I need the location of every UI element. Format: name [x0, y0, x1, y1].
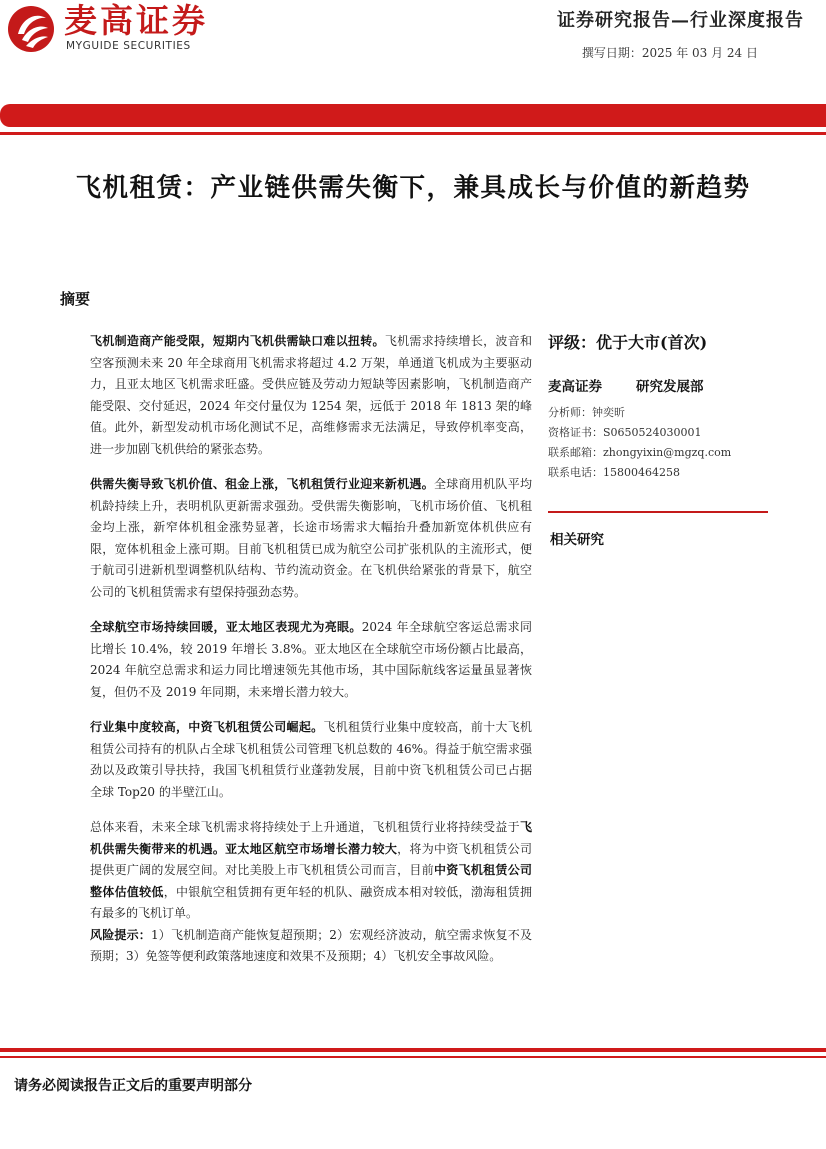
paragraph-lead: 全球航空市场持续回暖，亚太地区表现尤为亮眼。	[90, 620, 362, 634]
abstract-body	[90, 331, 532, 982]
header-red-band	[0, 104, 826, 127]
paragraph-lead: 行业集中度较高，中资飞机租赁公司崛起。	[90, 720, 324, 734]
risk-paragraph	[90, 925, 532, 968]
sidebar	[548, 330, 768, 483]
summary-text: ，中银航空租赁拥有更年轻的机队、融资成本相对较低，渤海租赁拥有最多的飞机订单。	[90, 884, 532, 920]
summary-text: 总体来看，未来全球飞机需求将持续处于上升通道，飞机租赁行业将持续受益于	[90, 820, 520, 834]
institution-line	[548, 375, 768, 395]
report-type: 证券研究报告—行业深度报告	[557, 10, 804, 31]
risk-text: 1）飞机制造商产能恢复超预期；2）宏观经济波动，航空需求恢复不及预期；3）免签等便利政策落地速度和效果不及预期；4）飞机安全事故风险。	[90, 927, 532, 963]
summary-text: ，将为中资飞机租赁公司提供更广阔的发展空间。对比美股上市飞机租赁公司而言，目前	[90, 841, 532, 877]
summary-paragraph	[90, 817, 532, 925]
paragraph-lead: 飞机制造商产能受限，短期内飞机供需缺口难以扭转。	[90, 334, 385, 348]
brand-name-en: MYGUIDE SECURITIES	[66, 40, 191, 52]
contact-email: 联系邮箱：zhongyixin@mgzq.com	[548, 446, 732, 459]
paragraph	[90, 474, 532, 603]
brand-name-cn: 麦高证券	[64, 1, 208, 40]
brand-logo-icon	[6, 4, 56, 54]
disclaimer-note: 请务必阅读报告正文后的重要声明部分	[14, 1078, 252, 1094]
paragraph-text: 全球商用机队平均机龄持续上升，表明机队更新需求强劲。受供需失衡影响，飞机市场价值、飞机租金均上涨，新窄体机租金涨势显著，长途市场需求大幅抬升叠加新宽体机供应有限，宽体机租金上涨可期。目前飞机租赁已成为航空公司扩张机队的主流形式，便于航司引进新机型调整机队结构、节约流动资金。在飞机供给紧张的背景下，航空公司的飞机租赁需求有望保持强劲态势。	[90, 477, 532, 599]
summary-highlight: 中资飞机租赁公司整体估值较低	[90, 863, 532, 899]
rating: 评级：优于大市(首次)	[548, 333, 708, 352]
related-research-heading: 相关研究	[550, 532, 604, 548]
summary-highlight: 飞机供需失衡带来的机遇。亚太地区航空市场增长潜力较大	[90, 820, 532, 856]
certificate: 资格证书：S0650524030001	[548, 426, 702, 439]
paragraph	[90, 717, 532, 803]
contact-phone: 联系电话：15800464258	[548, 466, 680, 479]
report-date: 撰写日期：2025 年 03 月 24 日	[581, 46, 758, 60]
footer-red-rule-thin	[0, 1056, 826, 1058]
risk-label: 风险提示：	[90, 927, 151, 942]
analyst: 分析师：钟奕昕	[548, 406, 625, 419]
report-title: 飞机租赁：产业链供需失衡下，兼具成长与价值的新趋势	[75, 173, 751, 203]
paragraph	[90, 331, 532, 460]
abstract-heading: 摘要	[60, 290, 91, 308]
footer-red-rule	[0, 1048, 826, 1052]
paragraph	[90, 617, 532, 703]
department-name: 研究发展部	[636, 379, 704, 395]
paragraph-text: 飞机租赁行业集中度较高，前十大飞机租赁公司持有的机队占全球飞机租赁公司管理飞机总数的 46%。得益于航空需求强劲以及政策引导扶持，我国飞机租赁行业蓬勃发展，目前中资飞机租赁公司已占据全球 Top20 的半壁江山。	[90, 720, 532, 799]
paragraph-text: 飞机需求持续增长，波音和空客预测未来 20 年全球商用飞机需求将超过 4.2 万架，单通道飞机成为主要驱动力，且亚太地区飞机需求旺盛。受供应链及劳动力短缺等因素影响，飞机制造商产能受限、交付延迟，2024 年交付量仅为 1254 架，远低于 2018 年 1813 架的峰值。此外，新型发动机市场化测试不足，高维修需求无法满足，导致停机率变高，进一步加剧飞机供给的紧张态势。	[90, 334, 532, 456]
paragraph-text: 2024 年全球航空客运总需求同比增长 10.4%，较 2019 年增长 3.8%。亚太地区在全球航空市场份额占比最高，2024 年航空总需求和运力同比增速领先其他市场，其中国际航线客运量虽显著恢复，但仍不及 2019 年同期，未来增长潜力较大。	[90, 620, 532, 699]
sidebar-rule	[548, 511, 768, 513]
institution-name: 麦高证券	[548, 379, 602, 395]
paragraph-lead: 供需失衡导致飞机价值、租金上涨，飞机租赁行业迎来新机遇。	[90, 477, 434, 491]
header-red-rule	[0, 132, 826, 135]
